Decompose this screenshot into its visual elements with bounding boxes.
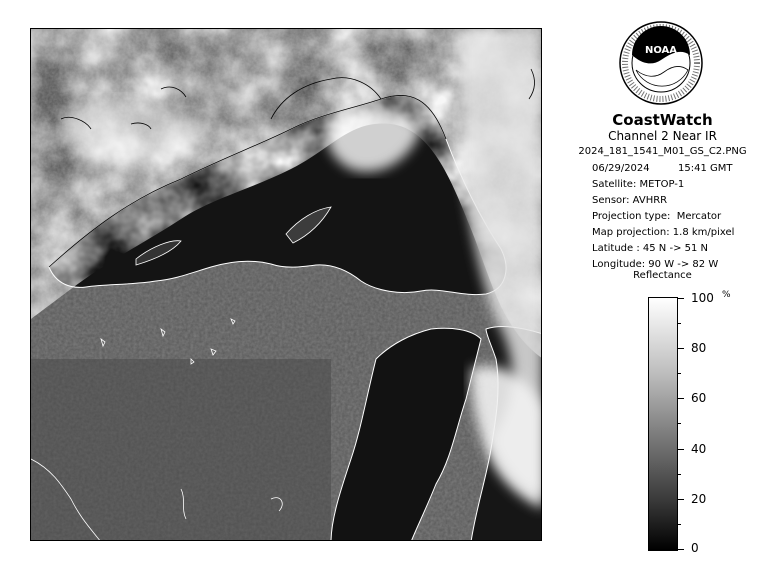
minor-tick xyxy=(678,474,681,475)
reflectance-colorbar xyxy=(648,297,678,551)
tick-mark xyxy=(678,298,684,299)
meta-line: Map projection: 1.8 km/pixel xyxy=(592,227,735,238)
tick-mark xyxy=(678,348,684,349)
channel-label: Channel 2 Near IR xyxy=(608,129,717,143)
tick-label: 40 xyxy=(691,442,707,456)
minor-tick xyxy=(678,323,681,324)
tick-mark xyxy=(678,398,684,399)
logo-text: NOAA xyxy=(644,45,678,56)
tick-mark xyxy=(678,549,684,550)
tick-label: 80 xyxy=(691,341,707,355)
tick-mark xyxy=(678,449,684,450)
meta-line: Projection type: Mercator xyxy=(592,211,722,222)
noaa-logo xyxy=(618,20,704,106)
date: 06/29/2024 xyxy=(592,163,650,174)
minor-tick xyxy=(678,423,681,424)
map-svg xyxy=(31,29,542,541)
meta-line: Longitude: 90 W -> 82 W xyxy=(592,259,719,270)
title: CoastWatch xyxy=(612,111,713,129)
tick-label: 60 xyxy=(691,391,707,405)
minor-tick xyxy=(678,373,681,374)
tick-label: 0 xyxy=(691,541,699,555)
meta-line: Sensor: AVHRR xyxy=(592,195,668,206)
filename: 2024_181_1541_M01_GS_C2.PNG xyxy=(578,146,747,157)
satellite-image xyxy=(30,28,542,541)
legend-unit: % xyxy=(722,290,731,300)
tick-label: 20 xyxy=(691,492,707,506)
legend-title: Reflectance xyxy=(633,270,692,281)
tick-mark xyxy=(678,499,684,500)
meta-line: Latitude : 45 N -> 51 N xyxy=(592,243,709,254)
minor-tick xyxy=(678,524,681,525)
tick-label: 100 xyxy=(691,291,714,305)
time: 15:41 GMT xyxy=(678,163,733,174)
meta-line: Satellite: METOP-1 xyxy=(592,179,685,190)
